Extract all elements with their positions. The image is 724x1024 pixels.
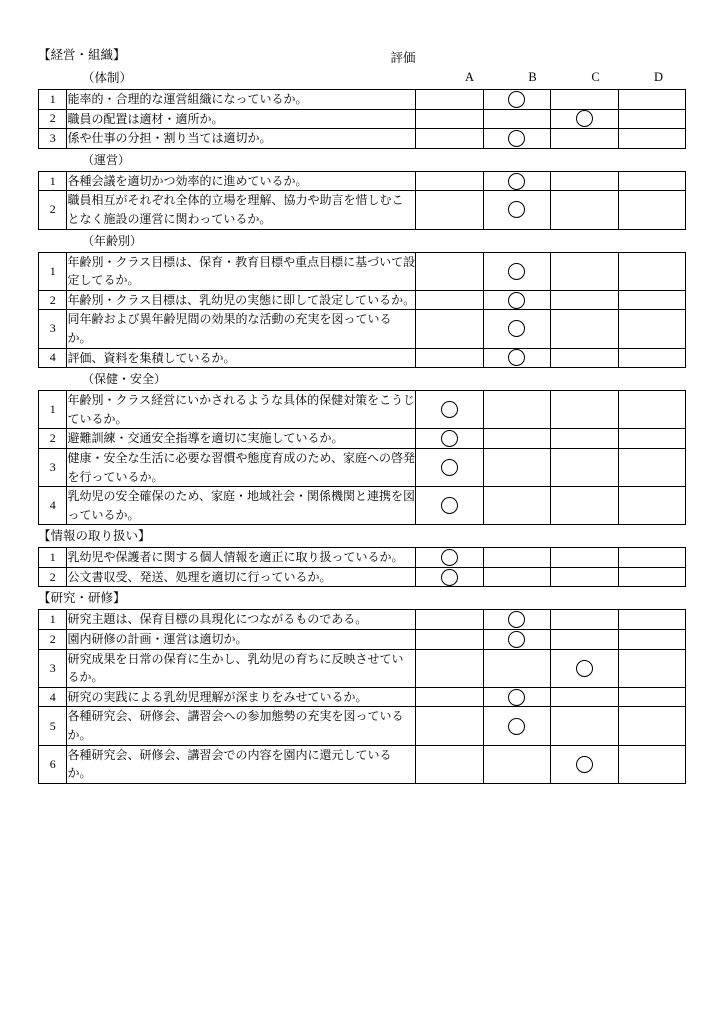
group-caption-unei: （運営）: [82, 152, 131, 167]
cell-d[interactable]: [618, 391, 685, 429]
cell-d[interactable]: [618, 252, 685, 290]
section-title-2: 【情報の取り扱い】: [38, 529, 151, 544]
selected-circle-icon: [441, 459, 458, 476]
grade-column-a: A: [464, 69, 475, 84]
selected-circle-icon: [441, 549, 458, 566]
cell-c[interactable]: [551, 90, 618, 110]
cell-b[interactable]: [483, 109, 550, 129]
row-number: 2: [39, 567, 67, 587]
cell-d[interactable]: [618, 129, 685, 149]
selected-circle-icon: [508, 263, 525, 280]
selected-circle-icon: [508, 91, 525, 108]
table-row: [39, 448, 686, 486]
cell-c[interactable]: [551, 391, 618, 429]
cell-b[interactable]: [483, 290, 550, 310]
selected-circle-icon: [441, 497, 458, 514]
cell-b[interactable]: [483, 171, 550, 191]
grade-column-d: D: [653, 69, 664, 84]
section-header-row: [38, 44, 686, 66]
cell-d[interactable]: [618, 548, 685, 568]
row-text: 能率的・合理的な運営組織になっているか。: [67, 90, 416, 110]
cell-a[interactable]: [416, 707, 483, 745]
table-row: [39, 429, 686, 449]
row-text: 各種研究会、研修会、講習会への参加態勢の充実を図っているか。: [67, 707, 416, 745]
cell-b[interactable]: [483, 745, 550, 783]
cell-c[interactable]: [551, 310, 618, 348]
cell-d[interactable]: [618, 191, 685, 229]
selected-circle-icon: [508, 631, 525, 648]
cell-c[interactable]: [551, 487, 618, 525]
selected-circle-icon: [508, 611, 525, 628]
cell-c[interactable]: [551, 610, 618, 630]
row-number: 1: [39, 171, 67, 191]
grade-header-table: [38, 68, 690, 89]
cell-c[interactable]: [551, 290, 618, 310]
cell-a[interactable]: [416, 109, 483, 129]
cell-c[interactable]: [551, 252, 618, 290]
cell-b[interactable]: [483, 707, 550, 745]
cell-d[interactable]: [618, 707, 685, 745]
cell-b[interactable]: [483, 448, 550, 486]
cell-c[interactable]: [551, 448, 618, 486]
cell-a[interactable]: [416, 487, 483, 525]
cell-c[interactable]: [551, 548, 618, 568]
cell-d[interactable]: [618, 171, 685, 191]
row-number: 5: [39, 707, 67, 745]
row-text: 研究主題は、保育目標の具現化につながるものである。: [67, 610, 416, 630]
cell-d[interactable]: [618, 687, 685, 707]
row-text: 避難訓練・交通安全指導を適切に実施しているか。: [67, 429, 416, 449]
row-number: 6: [39, 745, 67, 783]
cell-c[interactable]: [551, 630, 618, 650]
selected-circle-icon: [508, 201, 525, 218]
row-text: 公文書収受、発送、処理を適切に行っているか。: [67, 567, 416, 587]
row-text: 各種会議を適切かつ効率的に進めているか。: [67, 171, 416, 191]
row-number: 3: [39, 448, 67, 486]
table-nenreibetsu: [38, 252, 686, 369]
cell-b[interactable]: [483, 610, 550, 630]
row-text: 各種研究会、研修会、講習会での内容を園内に還元しているか。: [67, 745, 416, 783]
row-text: 職員相互がそれぞれ全体的立場を理解、協力や助言を惜しむことなく施設の運営に関わっているか。: [67, 191, 416, 229]
table-taisei: [38, 89, 686, 149]
table-row: [39, 290, 686, 310]
row-text: 職員の配置は適材・適所か。: [67, 109, 416, 129]
selected-circle-icon: [508, 718, 525, 735]
cell-c[interactable]: [551, 109, 618, 129]
cell-d[interactable]: [618, 448, 685, 486]
cell-d[interactable]: [618, 109, 685, 129]
cell-c[interactable]: [551, 687, 618, 707]
row-number: 1: [39, 548, 67, 568]
cell-b[interactable]: [483, 548, 550, 568]
group-caption-nenreibetsu: （年齢別）: [82, 233, 143, 248]
cell-b[interactable]: [483, 567, 550, 587]
selected-circle-icon: [508, 173, 525, 190]
cell-b[interactable]: [483, 630, 550, 650]
selected-circle-icon: [576, 756, 593, 773]
row-text: 係や仕事の分担・割り当ては適切か。: [67, 129, 416, 149]
cell-c[interactable]: [551, 348, 618, 368]
cell-a[interactable]: [416, 129, 483, 149]
row-number: 1: [39, 610, 67, 630]
row-number: 4: [39, 348, 67, 368]
cell-c[interactable]: [551, 707, 618, 745]
table-joho-toriatsukai: [38, 547, 686, 587]
row-number: 3: [39, 310, 67, 348]
cell-b[interactable]: [483, 129, 550, 149]
table-row: [39, 348, 686, 368]
cell-a[interactable]: [416, 610, 483, 630]
table-row: [39, 391, 686, 429]
cell-d[interactable]: [618, 90, 685, 110]
selected-circle-icon: [576, 660, 593, 677]
table-unei: [38, 171, 686, 230]
cell-a[interactable]: [416, 649, 483, 687]
cell-a[interactable]: [416, 252, 483, 290]
cell-b[interactable]: [483, 487, 550, 525]
selected-circle-icon: [441, 430, 458, 447]
cell-a[interactable]: [416, 348, 483, 368]
cell-c[interactable]: [551, 191, 618, 229]
group-caption-hoken-anzen: （保健・安全）: [82, 372, 167, 387]
cell-d[interactable]: [618, 630, 685, 650]
row-number: 2: [39, 191, 67, 229]
selected-circle-icon: [508, 292, 525, 309]
table-row: [39, 567, 686, 587]
cell-d[interactable]: [618, 487, 685, 525]
selected-circle-icon: [441, 401, 458, 418]
table-hoken-anzen: [38, 390, 686, 525]
table-row: [39, 90, 686, 110]
table-row: [39, 129, 686, 149]
row-number: 4: [39, 487, 67, 525]
cell-b[interactable]: [483, 649, 550, 687]
cell-a[interactable]: [416, 191, 483, 229]
table-row: [39, 548, 686, 568]
cell-a[interactable]: [416, 745, 483, 783]
table-row: [39, 610, 686, 630]
table-kenkyu-kenshu: [38, 609, 686, 783]
row-text: 評価、資料を集積しているか。: [67, 348, 416, 368]
cell-b[interactable]: [483, 252, 550, 290]
row-text: 年齢別・クラス目標は、乳幼児の実態に即して設定しているか。: [67, 290, 416, 310]
table-row: [39, 171, 686, 191]
cell-a[interactable]: [416, 630, 483, 650]
cell-b[interactable]: [483, 429, 550, 449]
table-row: [39, 310, 686, 348]
cell-c[interactable]: [551, 649, 618, 687]
row-number: 3: [39, 129, 67, 149]
cell-a[interactable]: [416, 310, 483, 348]
cell-c[interactable]: [551, 129, 618, 149]
cell-a[interactable]: [416, 171, 483, 191]
row-number: 2: [39, 429, 67, 449]
cell-c[interactable]: [551, 429, 618, 449]
table-row: [39, 487, 686, 525]
row-text: 同年齢および異年齢児間の効果的な活動の充実を図っているか。: [67, 310, 416, 348]
row-text: 園内研修の計画・運営は適切か。: [67, 630, 416, 650]
cell-b[interactable]: [483, 310, 550, 348]
selected-circle-icon: [576, 110, 593, 127]
selected-circle-icon: [508, 349, 525, 366]
cell-d[interactable]: [618, 348, 685, 368]
table-row: [39, 630, 686, 650]
cell-d[interactable]: [618, 610, 685, 630]
cell-d[interactable]: [618, 310, 685, 348]
cell-a[interactable]: [416, 90, 483, 110]
row-text: 健康・安全な生活に必要な習慣や態度育成のため、家庭への啓発を行っているか。: [67, 448, 416, 486]
row-text: 乳幼児や保護者に関する個人情報を適正に取り扱っているか。: [67, 548, 416, 568]
row-number: 1: [39, 252, 67, 290]
row-number: 4: [39, 687, 67, 707]
table-row: [39, 745, 686, 783]
table-row: [39, 687, 686, 707]
table-row: [39, 109, 686, 129]
row-number: 1: [39, 90, 67, 110]
row-number: 2: [39, 109, 67, 129]
table-row: [39, 191, 686, 229]
cell-d[interactable]: [618, 649, 685, 687]
cell-d[interactable]: [618, 745, 685, 783]
cell-a[interactable]: [416, 567, 483, 587]
row-text: 研究の実践による乳幼児理解が深まりをみせているか。: [67, 687, 416, 707]
section-title-1: 【経営・組織】: [38, 48, 126, 62]
row-text: 乳幼児の安全確保のため、家庭・地域社会・関係機関と連携を図っているか。: [67, 487, 416, 525]
cell-a[interactable]: [416, 429, 483, 449]
table-row: [39, 252, 686, 290]
cell-c[interactable]: [551, 745, 618, 783]
row-number: 1: [39, 391, 67, 429]
cell-d[interactable]: [618, 290, 685, 310]
cell-b[interactable]: [483, 90, 550, 110]
cell-b[interactable]: [483, 391, 550, 429]
selected-circle-icon: [508, 689, 525, 706]
cell-b[interactable]: [483, 348, 550, 368]
selected-circle-icon: [508, 130, 525, 147]
cell-a[interactable]: [416, 687, 483, 707]
cell-d[interactable]: [618, 567, 685, 587]
cell-b[interactable]: [483, 687, 550, 707]
cell-a[interactable]: [416, 391, 483, 429]
table-row: [39, 707, 686, 745]
section-title-3: 【研究・研修】: [38, 591, 126, 606]
row-number: 2: [39, 630, 67, 650]
grade-column-b: B: [528, 69, 537, 84]
selected-circle-icon: [508, 320, 525, 337]
row-text: 年齢別・クラス目標は、保育・教育目標や重点目標に基づいて設定してるか。: [67, 252, 416, 290]
row-text: 年齢別・クラス経営にいかされるような具体的保健対策をこうじているか。: [67, 391, 416, 429]
cell-a[interactable]: [416, 448, 483, 486]
row-text: 研究成果を日常の保育に生かし、乳幼児の育ちに反映させているか。: [67, 649, 416, 687]
cell-d[interactable]: [618, 429, 685, 449]
row-number: 2: [39, 290, 67, 310]
evaluation-label: 評価: [390, 51, 416, 65]
table-row: [39, 649, 686, 687]
cell-a[interactable]: [416, 548, 483, 568]
cell-c[interactable]: [551, 567, 618, 587]
group-caption-taisei: （体制）: [82, 71, 133, 85]
grade-column-c: C: [591, 69, 600, 84]
row-number: 3: [39, 649, 67, 687]
selected-circle-icon: [441, 569, 458, 586]
cell-b[interactable]: [483, 191, 550, 229]
cell-c[interactable]: [551, 171, 618, 191]
cell-a[interactable]: [416, 290, 483, 310]
